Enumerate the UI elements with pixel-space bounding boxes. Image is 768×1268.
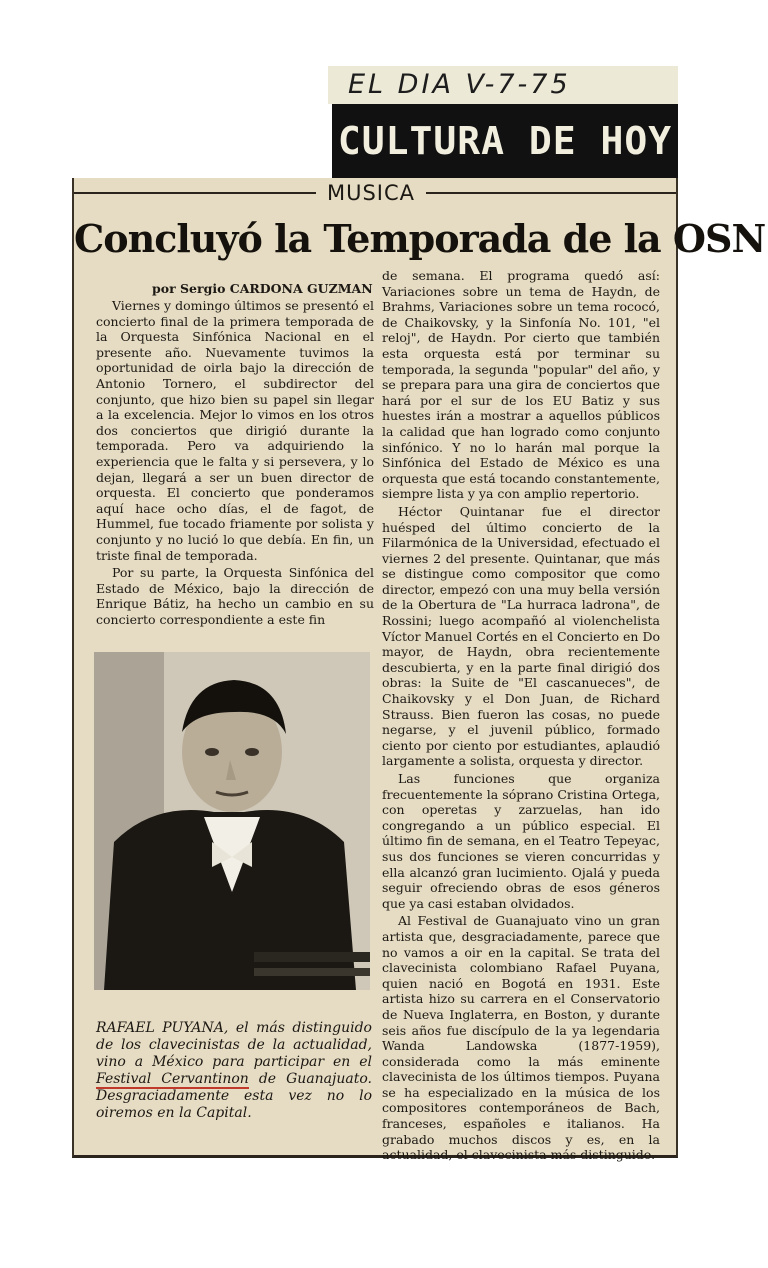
section-label: MUSICA [316, 180, 426, 206]
newspaper-clipping [72, 178, 766, 1163]
paragraph: Por su parte, la Orquesta Sinfónica del Estado de México, bajo la dirección de Enrique Bátiz, ha hecho un cambio en su concierto correspondiente a este fin [96, 565, 374, 627]
photo-caption [96, 1020, 372, 1122]
section-banner: CULTURA DE HOY [332, 104, 678, 178]
caption-underlined-text: Festival Cervantinon [96, 1071, 249, 1087]
portrait-photo [94, 652, 370, 990]
paragraph: Las funciones que organiza frecuentemente la sóprano Cristina Ortega, con operetas y zarzuelas, han ido congregando a un público especial. El último fin de semana, en el Teatro Tepeyac, sus dos funciones se vieren concurridas y ella alcanzó gran lucimiento. Ojalá y pueda seguir ofreciendo obras de esos géneros que ya casi estaban olvidados. [382, 771, 660, 911]
handwritten-date-note: EL DIA V-7-75 [328, 66, 678, 104]
paragraph: Viernes y domingo últimos se presentó el concierto final de la primera temporada de la Orquesta Sinfónica Nacional en el presente año. Nuevamente tuvimos la oportunidad de oirla bajo la dirección de Antonio Tornero, el subdirector del conjunto, que hizo bien su papel sin llegar a la excelencia. Mejor lo vimos en los otros dos conciertos que dirigió durante la temporada. Pero va adquiriendo la experiencia que le falta y si persevera, y lo dejan, llegará a ser un buen director de orquesta. El concierto que ponderamos aquí hace ocho días, el de fagot, de Hummel, fue tocado friamente por solista y conjunto y no lució lo que debía. En fin, un triste final de temporada. [96, 298, 374, 563]
headline: Concluyó la Temporada de la OSN [74, 216, 766, 261]
paragraph: Al Festival de Guanajuato vino un gran artista que, desgraciadamente, parece que no vamos a oir en la capital. Se trata del clavecinista colombiano Rafael Puyana, quien nació en Bogotá en 1931. Este artista hizo su carrera en el Conservatorio de Nueva Inglaterra, en Boston, y durante seis años fue discípulo de la ya legendaria Wanda Landowska (1877-1959), considerada como la más eminente clavecinista de los últimos tiempos. Puyana se ha especializado en la música de los compositores contemporáneos de Bach, franceses, españoles e italianos. Ha grabado muchos discos y es, en la actualidad, el clavecinista más distinguido. [382, 913, 660, 1163]
paragraph: de semana. El programa quedó así: Variaciones sobre un tema de Haydn, de Brahms, Variaciones sobre un tema rococó, de Chaikovsky, y la Sinfonía No. 101, "el reloj", de Haydn. Por cierto que también esta orquesta está por terminar su temporada, la segunda "popular" del año, y se prepara para una gira de conciertos que hará por el sur de los EU Batiz y sus huestes irán a mostrar a aquellos públicos la calidad que han logrado como conjunto sinfónico. Y no lo harán mal porque la Sinfónica del Estado de México es una orquesta que está tocando constantemente, siempre lista y ya con amplio repertorio. [382, 268, 660, 502]
caption-text: RAFAEL PUYANA, el más distinguido de los clavecinistas de la actualidad, vino a México para participar en el [96, 1020, 372, 1070]
portrait-illustration [94, 652, 370, 990]
article-column-left [96, 298, 374, 628]
byline: por Sergio CARDONA GUZMAN [152, 281, 373, 296]
caption-text-end: de Guanajuato. Desgraciadamente esta vez no lo oiremos en la Capital. [96, 1071, 372, 1121]
paragraph: Héctor Quintanar fue el director huésped del último concierto de la Filarmónica de la Universidad, efectuado el viernes 2 del presente. Quintanar, que más se distingue como compositor que como director, empezó con una muy bella versión de la Obertura de "La hurraca ladrona", de Rossini; luego acompañó al violenchelista Víctor Manuel Cortés en el Concierto en Do mayor, de Haydn, obra recientemente descubierta, y en la parte final dirigió dos obras: la Suite de "El cascanueces", de Chaikovsky y el Don Juan, de Richard Strauss. Bien fueron las cosas, no puede negarse, y el juvenil público, formado ciento por ciento por estudiantes, aplaudió largamente a solista, orquesta y director. [382, 503, 660, 769]
article-column-right [382, 268, 660, 1163]
